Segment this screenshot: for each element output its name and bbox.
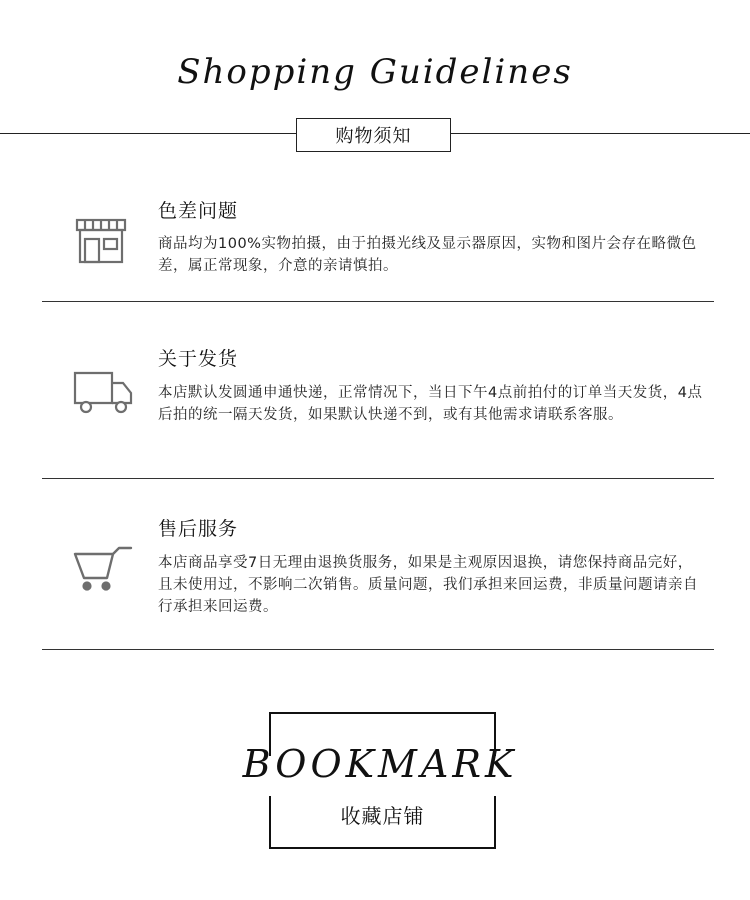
- section-after-sales: [42, 478, 714, 650]
- truck-icon: [72, 364, 134, 424]
- shopping-cart-icon: [72, 544, 134, 604]
- section-title: 色差问题: [158, 200, 239, 222]
- header-rule-left: [0, 133, 296, 134]
- header-rule-right: [449, 133, 750, 134]
- storefront-icon: [72, 212, 132, 272]
- section-text: 本店默认发圆通申通快递，正常情况下，当日下午4点前拍付的订单当天发货，4点后拍的统一隔天发货，如果默认快递不到，或有其他需求请联系客服。: [158, 385, 703, 423]
- section-shipping: [42, 302, 714, 478]
- section-title: 关于发货: [158, 348, 239, 370]
- section-text: 本店商品享受7日无理由退换货服务，如果是主观原因退换，请您保持商品完好，且未使用过，不影响二次销售。质量问题，我们承担来回运费，非质量问题请亲自行承担来回运费。: [158, 555, 698, 615]
- bookmark-script-word: BOOKMARK: [242, 742, 518, 786]
- section-header-box: [296, 118, 451, 152]
- bookmark-store-button[interactable]: 收藏店铺: [340, 804, 425, 828]
- section-color-difference: [42, 190, 714, 302]
- section-title: 售后服务: [158, 518, 239, 540]
- section-divider: [42, 649, 714, 650]
- section-header-label: 购物须知: [335, 126, 412, 147]
- section-text: 商品均为100%实物拍摄，由于拍摄光线及显示器原因，实物和图片会存在略微色差，属正常现象，介意的亲请慎拍。: [158, 236, 697, 274]
- script-title: Shopping Guidelines: [177, 52, 573, 92]
